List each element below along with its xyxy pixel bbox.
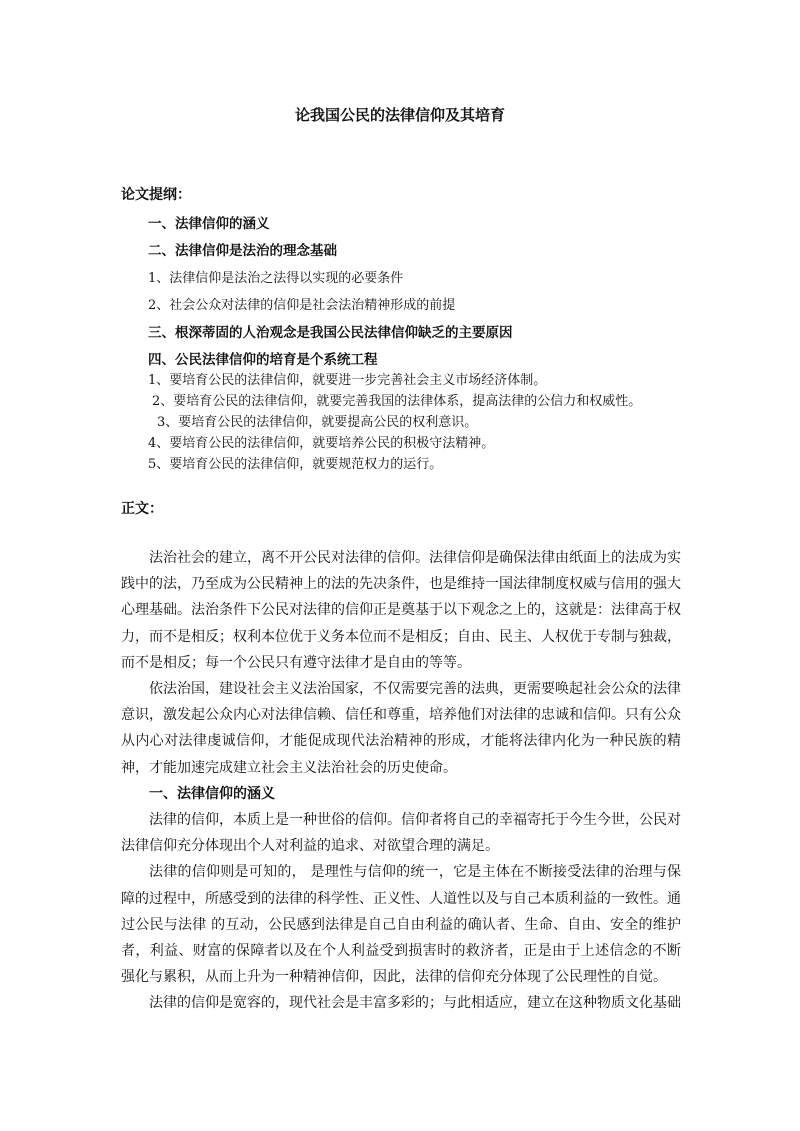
paragraph: 法律的信仰，本质上是一种世俗的信仰。信仰者将自己的幸福寄托于今生今世，公民对法律信仰充分体现出个人对利益的追求、对欲望合理的满足。 [121, 812, 681, 855]
outline-item: 1、法律信仰是法治之法得以实现的必要条件 [148, 271, 404, 286]
outline-item: 三、根深蒂固的人治观念是我国公民法律信仰缺乏的主要原因 [148, 325, 513, 341]
outline-item: 2、要培育公民的法律信仰，就要完善我国的法律体系，提高法律的公信力和权威性。 [152, 394, 642, 409]
outline-item: 二、法律信仰是法治的理念基础 [148, 243, 337, 259]
outline-label: 论文提纲： [121, 187, 191, 203]
outline-item: 四、公民法律信仰的培育是个系统工程 [148, 352, 378, 368]
document-title: 论我国公民的法律信仰及其培育 [294, 106, 505, 124]
paragraph: 依法治国，建设社会主义法治国家，不仅需要完善的法典，更需要唤起社会公众的法律意识，激发起公众内心对法律信赖、信任和尊重，培养他们对法律的忠诚和信仰。只有公众从内心对法律虔诚信仰，才能促成现代法治精神的形成，才能将法律内化为一种民族的精神，才能加速完成建立社会主义法治社会的历史使命。 [121, 681, 681, 776]
outline-item: 2、社会公众对法律的信仰是社会法治精神形成的前提 [148, 298, 456, 313]
section-heading: 一、法律信仰的涵义 [149, 785, 275, 802]
body-label: 正文： [121, 501, 163, 517]
paragraph: 法律的信仰则是可知的， 是理性与信仰的统一，它是主体在不断接受法律的治理与保障的过程中，所感受到的法律的科学性、正义性、人道性以及与自己本质利益的一致性。通过公民与法律 的互动，公民感到法律是自己自由利益的确认者、生命、自由、安全的维护者，利益、财富的保障者以及在个人利益受到损害时的救济者，正是由于上述信念的不断 强化与累积，从而上升为一种精神信仰，因此，法律的信仰充分体现了公民理性的自觉。 [121, 864, 681, 986]
paragraph: 法治社会的建立，离不开公民对法律的信仰。法律信仰是确保法律由纸面上的法成为实践中的法，乃至成为公民精神上的法的先决条件，也是维持一国法律制度权威与信用的强大心理基础。法治条件下公民对法律的信仰正是奠基于以下观念之上的，这就是：法律高于权力，而不是相反；权利本位优于义务本位而不是相反；自由、民主、人权优于专制与独裁，而不是相反；每一个公民只有遵守法律才是自由的等等。 [121, 550, 681, 671]
paragraph: 法律的信仰是宽容的，现代社会是丰富多彩的；与此相适应，建立在这种物质文化基础 [149, 995, 681, 1012]
outline-item: 5、要培育公民的法律信仰，就要规范权力的运行。 [148, 457, 443, 472]
outline-item: 1、要培育公民的法律信仰，就要进一步完善社会主义市场经济体制。 [148, 373, 547, 388]
outline-item: 3、要培育公民的法律信仰，就要提高公民的权利意识。 [157, 415, 478, 430]
outline-item: 一、法律信仰的涵义 [148, 216, 270, 232]
outline-item: 4、要培育公民的法律信仰，就要培养公民的积极守法精神。 [148, 436, 495, 451]
body-text [121, 545, 681, 1017]
